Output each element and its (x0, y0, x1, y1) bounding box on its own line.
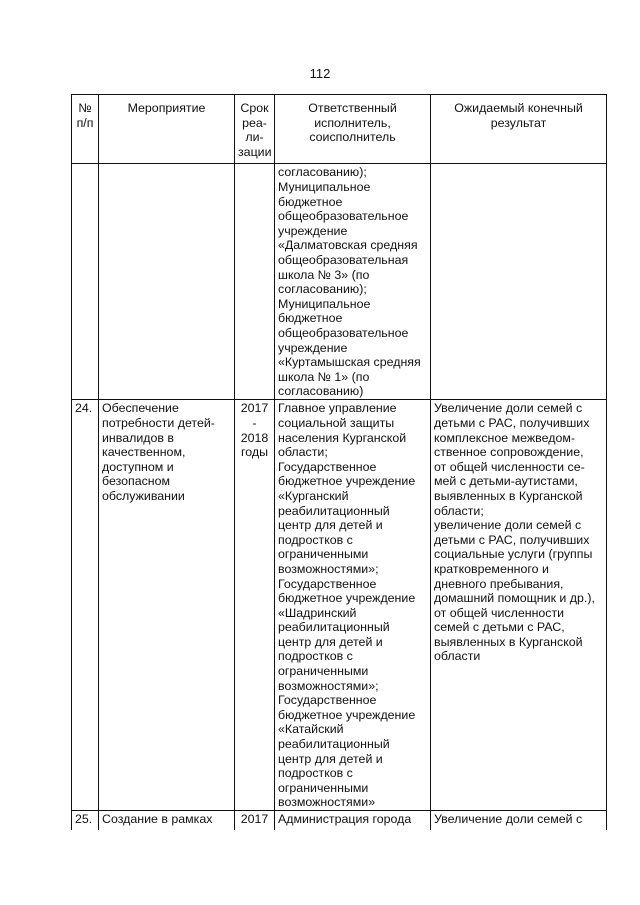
row-executor-cell: Администрация города (275, 811, 431, 831)
row-term-cell: 2017 (235, 811, 275, 831)
table-row (72, 400, 607, 811)
row-result-cell: Увеличение доли семей с (431, 811, 607, 831)
table-header-row (72, 95, 607, 164)
header-event: Мероприятие (99, 95, 235, 164)
row-executor-cell: согласованию); Муниципальное бюджетное общеобразовательное учреждение «Далматовская средняя общеобразовательная школа № 3» (по согласованию); Муниципальное бюджетное общеобразовательное учреждение «Куртамышская средняя школа № 1» (по согласованию) (275, 164, 431, 400)
row-event-cell (99, 164, 235, 400)
page-number: 112 (309, 66, 331, 81)
header-num: № п/п (72, 95, 99, 164)
row-event-cell: Создание в рамках (99, 811, 235, 831)
row-result-cell: Увеличение доли семей с детьми с РАС, получивших комплексное межведом- ственное сопровождение, от общей численности се- мей с детьми-аутистами, выявленных в Курганской области; увеличение доли семей с детьми с РАС, получивших социальные услуги (группы кратковременного и дневного пребывания, домашний помощник и др.), от общей численности семей с детьми с РАС, выявленных в Курганской области (431, 400, 607, 811)
activities-table (71, 94, 607, 830)
row-num-cell (72, 164, 99, 400)
row-event-cell: Обеспечение потребности детей- инвалидов в качественном, доступном и безопасном обслуживании (99, 400, 235, 811)
header-result: Ожидаемый конечный результат (431, 95, 607, 164)
header-executor: Ответственный исполнитель, соисполнитель (275, 95, 431, 164)
row-result-cell (431, 164, 607, 400)
row-num-cell: 24. (72, 400, 99, 811)
table-row (72, 164, 607, 400)
table-row (72, 811, 607, 831)
header-term: Срок реа- ли- зации (235, 95, 275, 164)
row-term-cell (235, 164, 275, 400)
row-term-cell: 2017 - 2018 годы (235, 400, 275, 811)
row-executor-cell: Главное управление социальной защиты населения Курганской области; Государственное бюджетное учреждение «Курганский реабилитационный центр для детей и подростков с ограниченными возможностями»; Государственное бюджетное учреждение «Шадринский реабилитационный центр для детей и подростков с ограниченными возможностями»; Государственное бюджетное учреждение «Катайский реабилитационный центр для детей и подростков с ограниченными возможностями» (275, 400, 431, 811)
row-num-cell: 25. (72, 811, 99, 831)
